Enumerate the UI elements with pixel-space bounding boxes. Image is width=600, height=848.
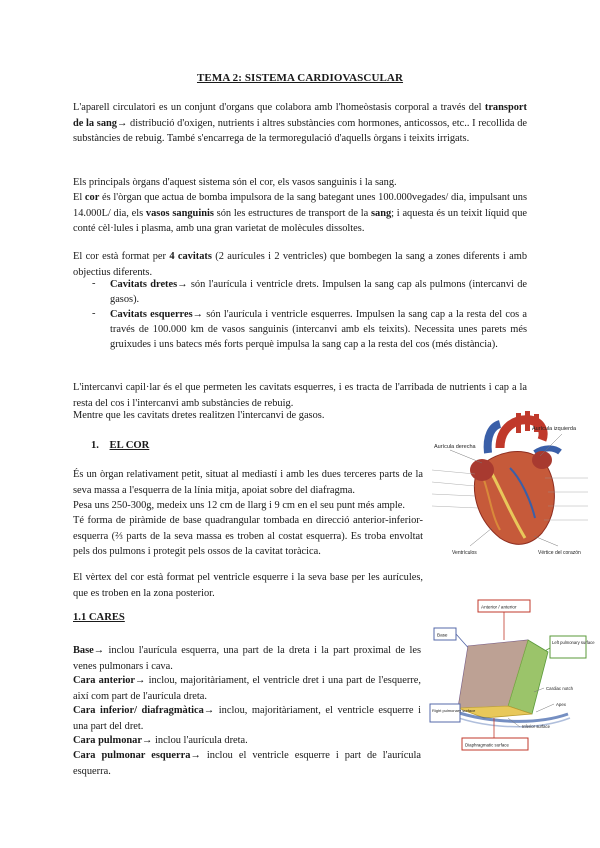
label-apex-2: Apex [556, 702, 567, 707]
label-right-pulmonary: Right pulmonary surface [432, 708, 476, 713]
box-right-pulmonary [430, 704, 460, 722]
label-right-atrium: Aurícula derecha [434, 444, 476, 450]
label-inferior: Inferior surface [522, 724, 550, 729]
bullet-dash: - [92, 308, 96, 319]
section-heading-cares: 1.1 CARES [73, 612, 125, 623]
label-cardiac: Cardiac notch [546, 686, 574, 691]
label-anterior: Anterior / anterior [481, 604, 517, 610]
label-apex: Vértice del corazón [538, 550, 581, 556]
label-left-atrium: Aurícula izquierda [532, 426, 577, 432]
face-inferior: Cara inferior/ diafragmàtica→ inclou, majoritàriament, el ventricle esquerre i una part del dret. [73, 705, 421, 732]
intro-paragraph-1: L'aparell circulatori es un conjunt d'organs que colabora amb l'homeòstasis corporal a través del transport de la sang→ distribució d'oxigen, nutrients i altres substàncies com hormones, anticossos, etc.. I recollida de substàncies de rebuig. També s'encarrega de la termoregulació d'aquells òrgans i teixits irrigats. [73, 102, 528, 144]
section-heading-el-cor: 1. EL COR [91, 440, 150, 451]
face-pulmonary: Cara pulmonar→ inclou l'aurícula dreta. [73, 735, 248, 746]
list-item-right-cavities: Cavitats dretes→ són l'aurícula i ventricle drets. Impulsen la sang cap als pulmons (intercanvi de gasos). [110, 279, 528, 305]
exchange-paragraph-2: Mentre que les cavitats dretes realitzen l'intercanvi de gasos. [73, 410, 325, 421]
label-diaphragmatic: Diaphragmatic surface [465, 742, 509, 748]
heart-illustration [430, 408, 590, 564]
intro-paragraph-2: Els principals òrgans d'aquest sistema són el cor, els vasos sanguinis i la sang. [73, 177, 397, 188]
section1-paragraph-1: És un òrgan relativament petit, situat al mediastí i amb les dues terceres parts de la seva massa a l'esquerra de la línia mitja, apoiat sobre del diafragma. [73, 469, 423, 496]
face-anterior: Cara anterior→ inclou, majoritàriament, el ventricle dret i una part de l'esquerre, així com part de l'aurícula dreta. [73, 675, 421, 702]
label-ventricles: Ventrículos [452, 550, 477, 556]
face-pulmonary-left: Cara pulmonar esquerra→ inclou el ventricle esquerre i part de l'aurícula esquerra. [73, 750, 422, 777]
bullet-dash: - [92, 278, 96, 289]
section1-paragraph-3: Té forma de piràmide de base quadrangular tombada en direcció anterior-inferior-esquerra (⅔ parts de la seva massa es troben al costat esquerra). Es troba envoltat pels dos pulmons i protegit pels ossos de la cavitat toràcica. [73, 515, 423, 557]
label-base: Base [437, 632, 448, 638]
list-item-left-cavities: Cavitats esquerres→ són l'aurícula i ventricle esquerres. Impulsen la sang cap a la resta del cos a través de 100.000 km de vasos sanguinis (intercanvi amb els teixits). Necessita unes parets més gruixudes i uns batecs més forts perquè impulsa la sang cap a la resta del cos (més distància). [110, 309, 527, 350]
intro-paragraph-4: El cor està format per 4 cavitats (2 aurícules i 2 ventricles) que bombegen la sang a zones diferents i amb objectius diferents. [73, 251, 528, 278]
section1-paragraph-4: El vèrtex del cor està format pel ventricle esquerre i la seva base per les aurícules, que es troben en la zona posterior. [73, 572, 423, 599]
intro-paragraph-3: El cor és l'òrgan que actua de bomba impulsora de la sang bategant unes 100.000vegades/ dia, impulsant uns 14.000L/ dia, els vasos sanguinis són les estructures de transport de la sang; i aquesta és un teixit líquid que conté cèl·lules i plasma, amb una gran varietat de molècules dissoltes. [73, 192, 528, 234]
exchange-paragraph-1: L'intercanvi capil·lar és el que permeten les cavitats esquerres, i es tracta de l'arribada de nutrients i cap a la resta del cos i l'intercanvi amb substàncies de rebuig. [73, 382, 527, 409]
label-left-pulmonary: Left pulmonary surface [552, 640, 595, 645]
section1-paragraph-2: Pesa uns 250-300g, medeix uns 12 cm de llarg i 9 cm en el seu punt més ample. [73, 500, 405, 511]
page-title: TEMA 2: SISTEMA CARDIOVASCULAR [196, 72, 404, 84]
face-base: Base→ inclou l'aurícula esquerra, una part de la dreta i la part proximal de les venes pulmonars i cava. [73, 645, 421, 672]
heart-faces-diagram [428, 596, 595, 764]
